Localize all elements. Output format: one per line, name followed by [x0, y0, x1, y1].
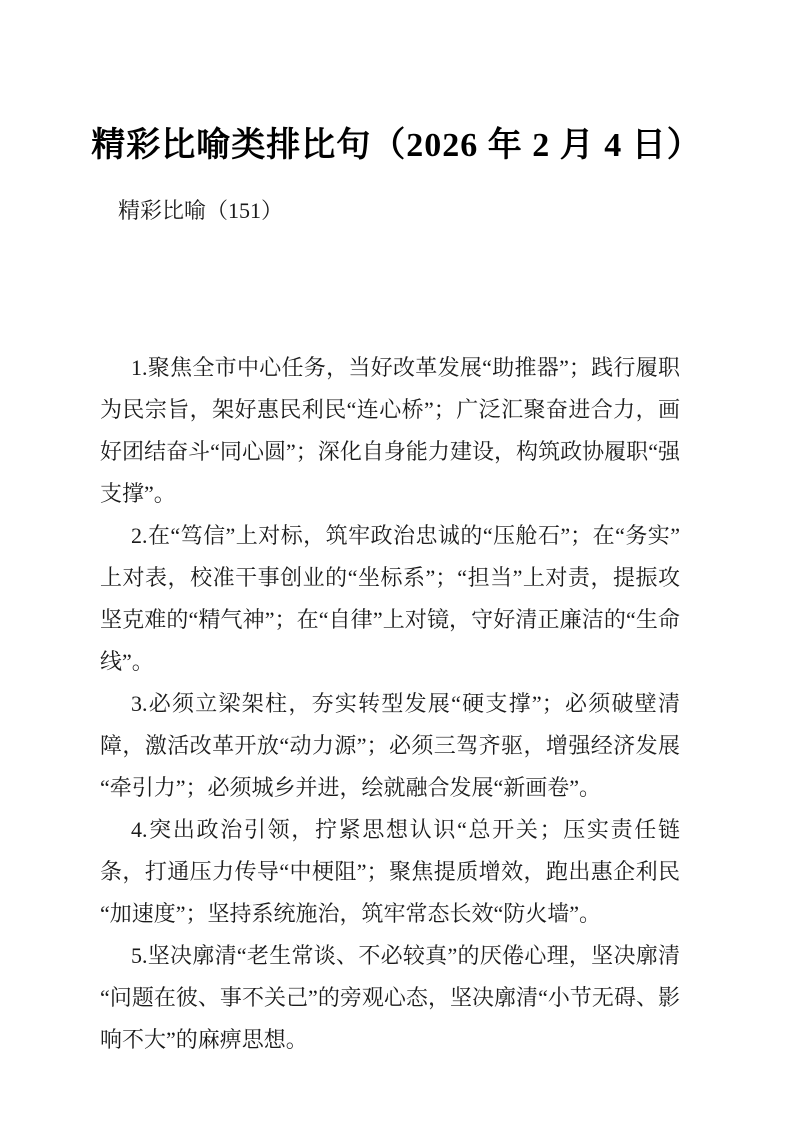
paragraph-2: 2.在“笃信”上对标，筑牢政治忠诚的“压舱石”；在“务实”上对表，校准干事创业的“坐标系”；“担当”上对责，提振攻坚克难的“精气神”；在“自律”上对镜，守好清正廉洁的“生命线”。 — [100, 523, 680, 674]
paragraph-4: 4.突出政治引领，拧紧思想认识“总开关；压实责任链条，打通压力传导“中梗阻”；聚焦提质增效，跑出惠企利民“加速度”；坚持系统施治，筑牢常态长效“防火墙”。 — [100, 817, 680, 926]
document-body — [100, 347, 680, 1061]
paragraph-1: 1.聚焦全市中心任务，当好改革发展“助推器”；践行履职为民宗旨，架好惠民利民“连心桥”；广泛汇聚奋进合力，画好团结奋斗“同心圆”；深化自身能力建设，构筑政协履职“强支撑”。 — [100, 355, 680, 506]
paragraph-5: 5.坚决廓清“老生常谈、不必较真”的厌倦心理，坚决廓清“问题在彼、事不关己”的旁观心态，坚决廓清“小节无碍、影响不大”的麻痹思想。 — [100, 943, 680, 1052]
paragraph-3: 3.必须立梁架柱，夯实转型发展“硬支撑”；必须破壁清障，激活改革开放“动力源”；必须三驾齐驱，增强经济发展“牵引力”；必须城乡并进，绘就融合发展“新画卷”。 — [100, 691, 680, 800]
document-title: 精彩比喻类排比句（2026 年 2 月 4 日） — [91, 127, 702, 164]
document-subtitle: 精彩比喻（151） — [118, 198, 284, 223]
